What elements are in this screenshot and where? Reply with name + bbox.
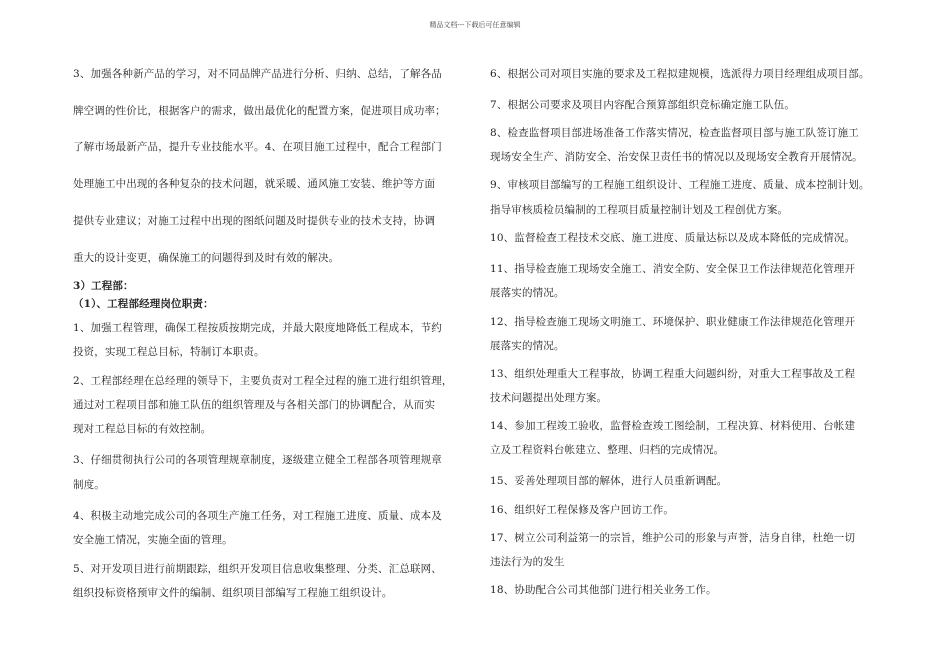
paragraph-line: 立及工程资料台帐建立、整理、归档的完成情况。 xyxy=(490,444,725,456)
paragraph-line: 2、工程部经理在总经理的领导下，主要负责对工程全过程的施工进行组织管理， xyxy=(73,375,453,387)
paragraph-line: 处理施工中出现的各种复杂的技术问题，就采暖、通风施工安装、维护等方面 xyxy=(73,178,436,190)
paragraph-line: 16、组织好工程保修及客户回访工作。 xyxy=(490,504,675,516)
paragraph-line: 技术问题提出处理方案。 xyxy=(490,392,608,404)
paragraph-line: 通过对工程项目部和施工队伍的组织管理及与各相关部门的协调配合，从而实 xyxy=(73,399,436,411)
paragraph-line: 8、检查监督项目部进场准备工作落实情况，检查监督项目部与施工队签订施工 xyxy=(490,127,859,139)
paragraph-line: 12、指导检查施工现场文明施工、环境保护、职业健康工作法律规范化管理开 xyxy=(490,316,856,328)
paragraph-line: 安全施工情况，实施全面的管理。 xyxy=(73,534,233,546)
paragraph-line: 指导审核质检员编制的工程项目质量控制计划及工程创优方案。 xyxy=(490,204,789,216)
paragraph-line: 展落实的情况。 xyxy=(490,340,565,352)
paragraph-line: 5、对开发项目进行前期跟踪，组织开发项目信息收集整理、分类、汇总联网、 xyxy=(73,563,442,575)
paragraph-line: 14、参加工程竣工验收，监督检查竣工图绘制，工程决算、材料使用、台帐建 xyxy=(490,420,856,432)
subsection-heading: （1）、工程部经理岗位职责： xyxy=(73,298,214,310)
paragraph-line: 17、树立公司利益第一的宗旨，维护公司的形象与声誉，洁身自律，杜绝一切 xyxy=(490,532,856,544)
paragraph-line: 18、协助配合公司其他部门进行相关业务工作。 xyxy=(490,584,717,596)
paragraph-line: 展落实的情况。 xyxy=(490,287,565,299)
paragraph-line: 10、监督检查工程技术交底、施工进度、质量达标以及成本降低的完成情况。 xyxy=(490,232,856,244)
paragraph-line: 4、积极主动地完成公司的各项生产施工任务，对工程施工进度、质量、成本及 xyxy=(73,510,442,522)
paragraph-line: 7、根据公司要求及项目内容配合预算部组织竞标确定施工队伍。 xyxy=(490,99,796,111)
paragraph-line: 违法行为的发生 xyxy=(490,556,565,568)
paragraph-line: 现场安全生产、消防安全、治安保卫责任书的情况以及现场安全教育开展情况。 xyxy=(490,151,863,163)
page-header: 精品文档---下载后可任意编辑 xyxy=(429,21,521,29)
paragraph-line: 15、妥善处理项目部的解体，进行人员重新调配。 xyxy=(490,475,728,487)
paragraph-line: 投资，实现工程总目标，特制订本职责。 xyxy=(73,346,265,358)
paragraph-line: 制度。 xyxy=(73,479,105,491)
paragraph-line: 3、加强各种新产品的学习，对不同品牌产品进行分析、归纳、总结，了解各品 xyxy=(73,68,442,80)
paragraph-line: 了解市场最新产品，提升专业技能水平。4、在项目施工过程中，配合工程部门 xyxy=(73,141,442,153)
paragraph-line: 现对工程总目标的有效控制。 xyxy=(73,423,212,435)
paragraph-line: 9、审核项目部编写的工程施工组织设计、工程施工进度、质量、成本控制计划。 xyxy=(490,179,870,191)
paragraph-line: 重大的设计变更，确保施工的问题得到及时有效的解决。 xyxy=(73,252,340,264)
paragraph-line: 13、组织处理重大工程事故，协调工程重大问题纠纷，对重大工程事故及工程 xyxy=(490,368,856,380)
paragraph-line: 3、仔细贯彻执行公司的各项管理规章制度，逐级建立健全工程部各项管理规章 xyxy=(73,454,442,466)
paragraph-line: 组织投标资格预审文件的编制、组织项目部编写工程施工组织设计。 xyxy=(73,587,393,599)
paragraph-line: 牌空调的性价比，根据客户的需求，做出最优化的配置方案，促进项目成功率； xyxy=(73,105,446,117)
paragraph-line: 1、加强工程管理，确保工程按质按期完成，并最大限度地降低工程成本，节约 xyxy=(73,322,442,334)
paragraph-line: 11、指导检查施工现场安全施工、消安全防、安全保卫工作法律规范化管理开 xyxy=(490,263,856,275)
paragraph-line: 提供专业建议；对施工过程中出现的图纸问题及时提供专业的技术支持，协调 xyxy=(73,215,436,227)
paragraph-line: 6、根据公司对项目实施的要求及工程拟建规模，选派得力项目经理组成项目部。 xyxy=(490,68,870,80)
section-heading: 3）工程部： xyxy=(73,280,134,292)
